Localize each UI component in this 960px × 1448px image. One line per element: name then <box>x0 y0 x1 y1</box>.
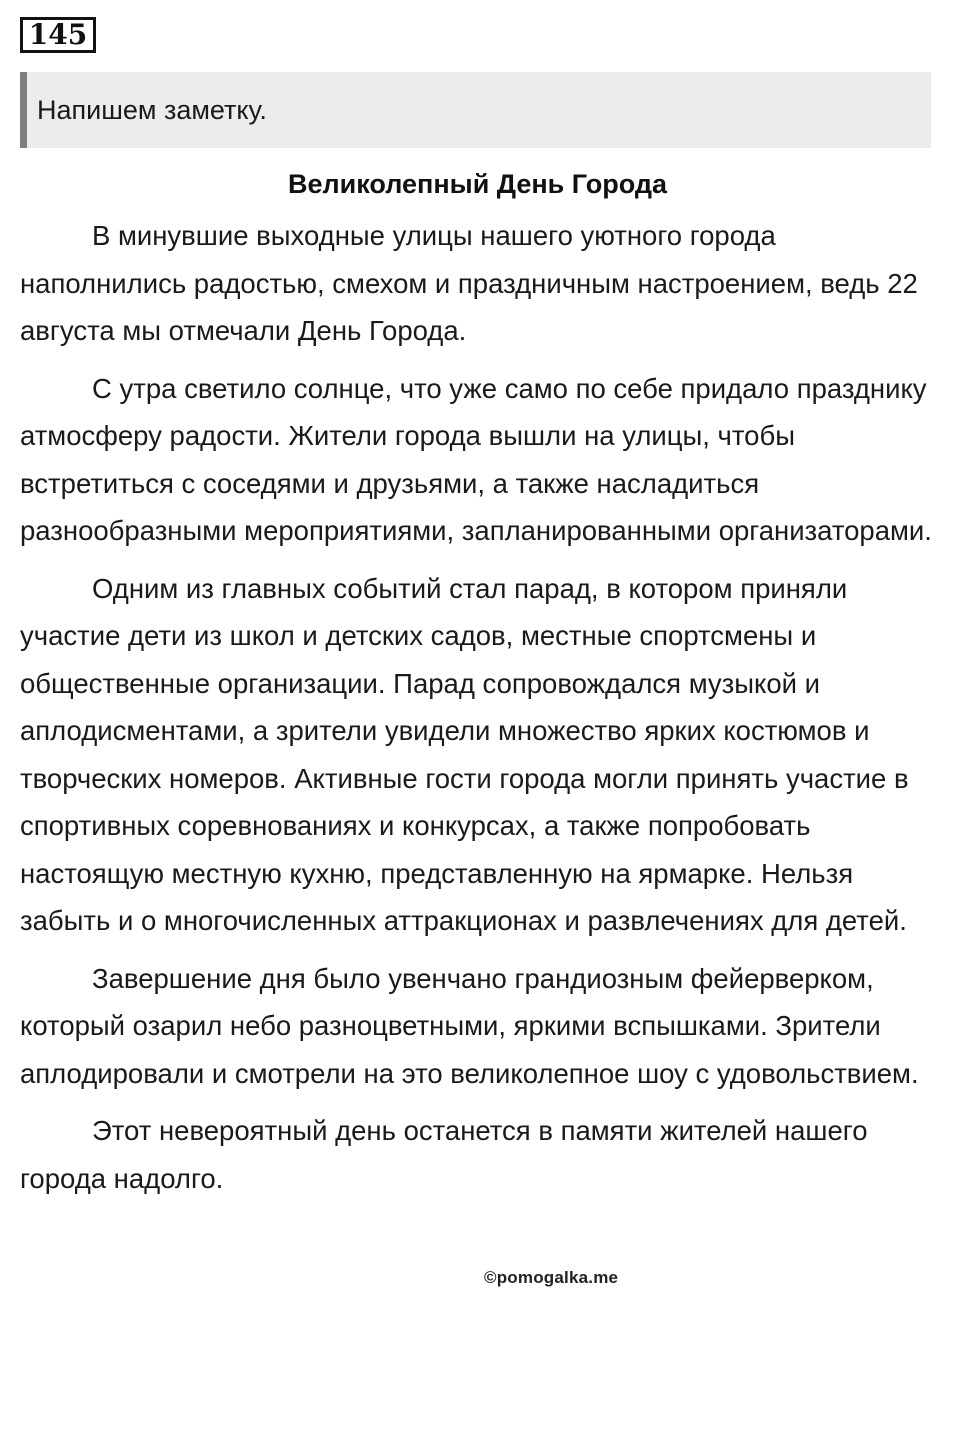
article-paragraph: В минувшие выходные улицы нашего уютного города наполнились радостью, смехом и праздничным настроением, ведь 22 августа мы отмечали День Города. <box>20 220 918 346</box>
article-paragraph: Этот невероятный день останется в памяти жителей нашего города надолго. <box>20 1115 868 1194</box>
article-title: Великолепный День Города <box>287 169 668 199</box>
task-number: 145 <box>20 17 96 53</box>
article <box>20 160 935 1212</box>
article-paragraph: С утра светило солнце, что уже само по себе придало празднику атмосферу радости. Жители города вышли на улицы, чтобы встретиться с соседями и друзьями, а также насладиться разнообразными мероприятиями, запланированными организаторами. <box>20 372 932 546</box>
task-instruction-banner <box>20 72 931 148</box>
article-paragraph: Завершение дня было увенчано грандиозным фейерверком, который озарил небо разноцветными, яркими вспышками. Зрители аплодировали и смотрели на это великолепное шоу с удовольствием. <box>20 962 919 1089</box>
task-instruction: Напишем заметку. <box>37 94 267 125</box>
article-paragraph: Одним из главных событий стал парад, в котором приняли участие дети из школ и детских садов, местные спортсмены и общественные организации. Парад сопровождался музыкой и аплодисментами, а зрители увидели множество ярких костюмов и творческих номеров. Активные гости города могли принять участие в спортивных соревнованиях и конкурсах, а также попробовать настоящую местную кухню, представленную на ярмарке. Нельзя забыть и о многочисленных аттракционах и развлечениях для детей. <box>20 572 909 936</box>
watermark: ©pomogalka.me <box>484 1268 619 1287</box>
